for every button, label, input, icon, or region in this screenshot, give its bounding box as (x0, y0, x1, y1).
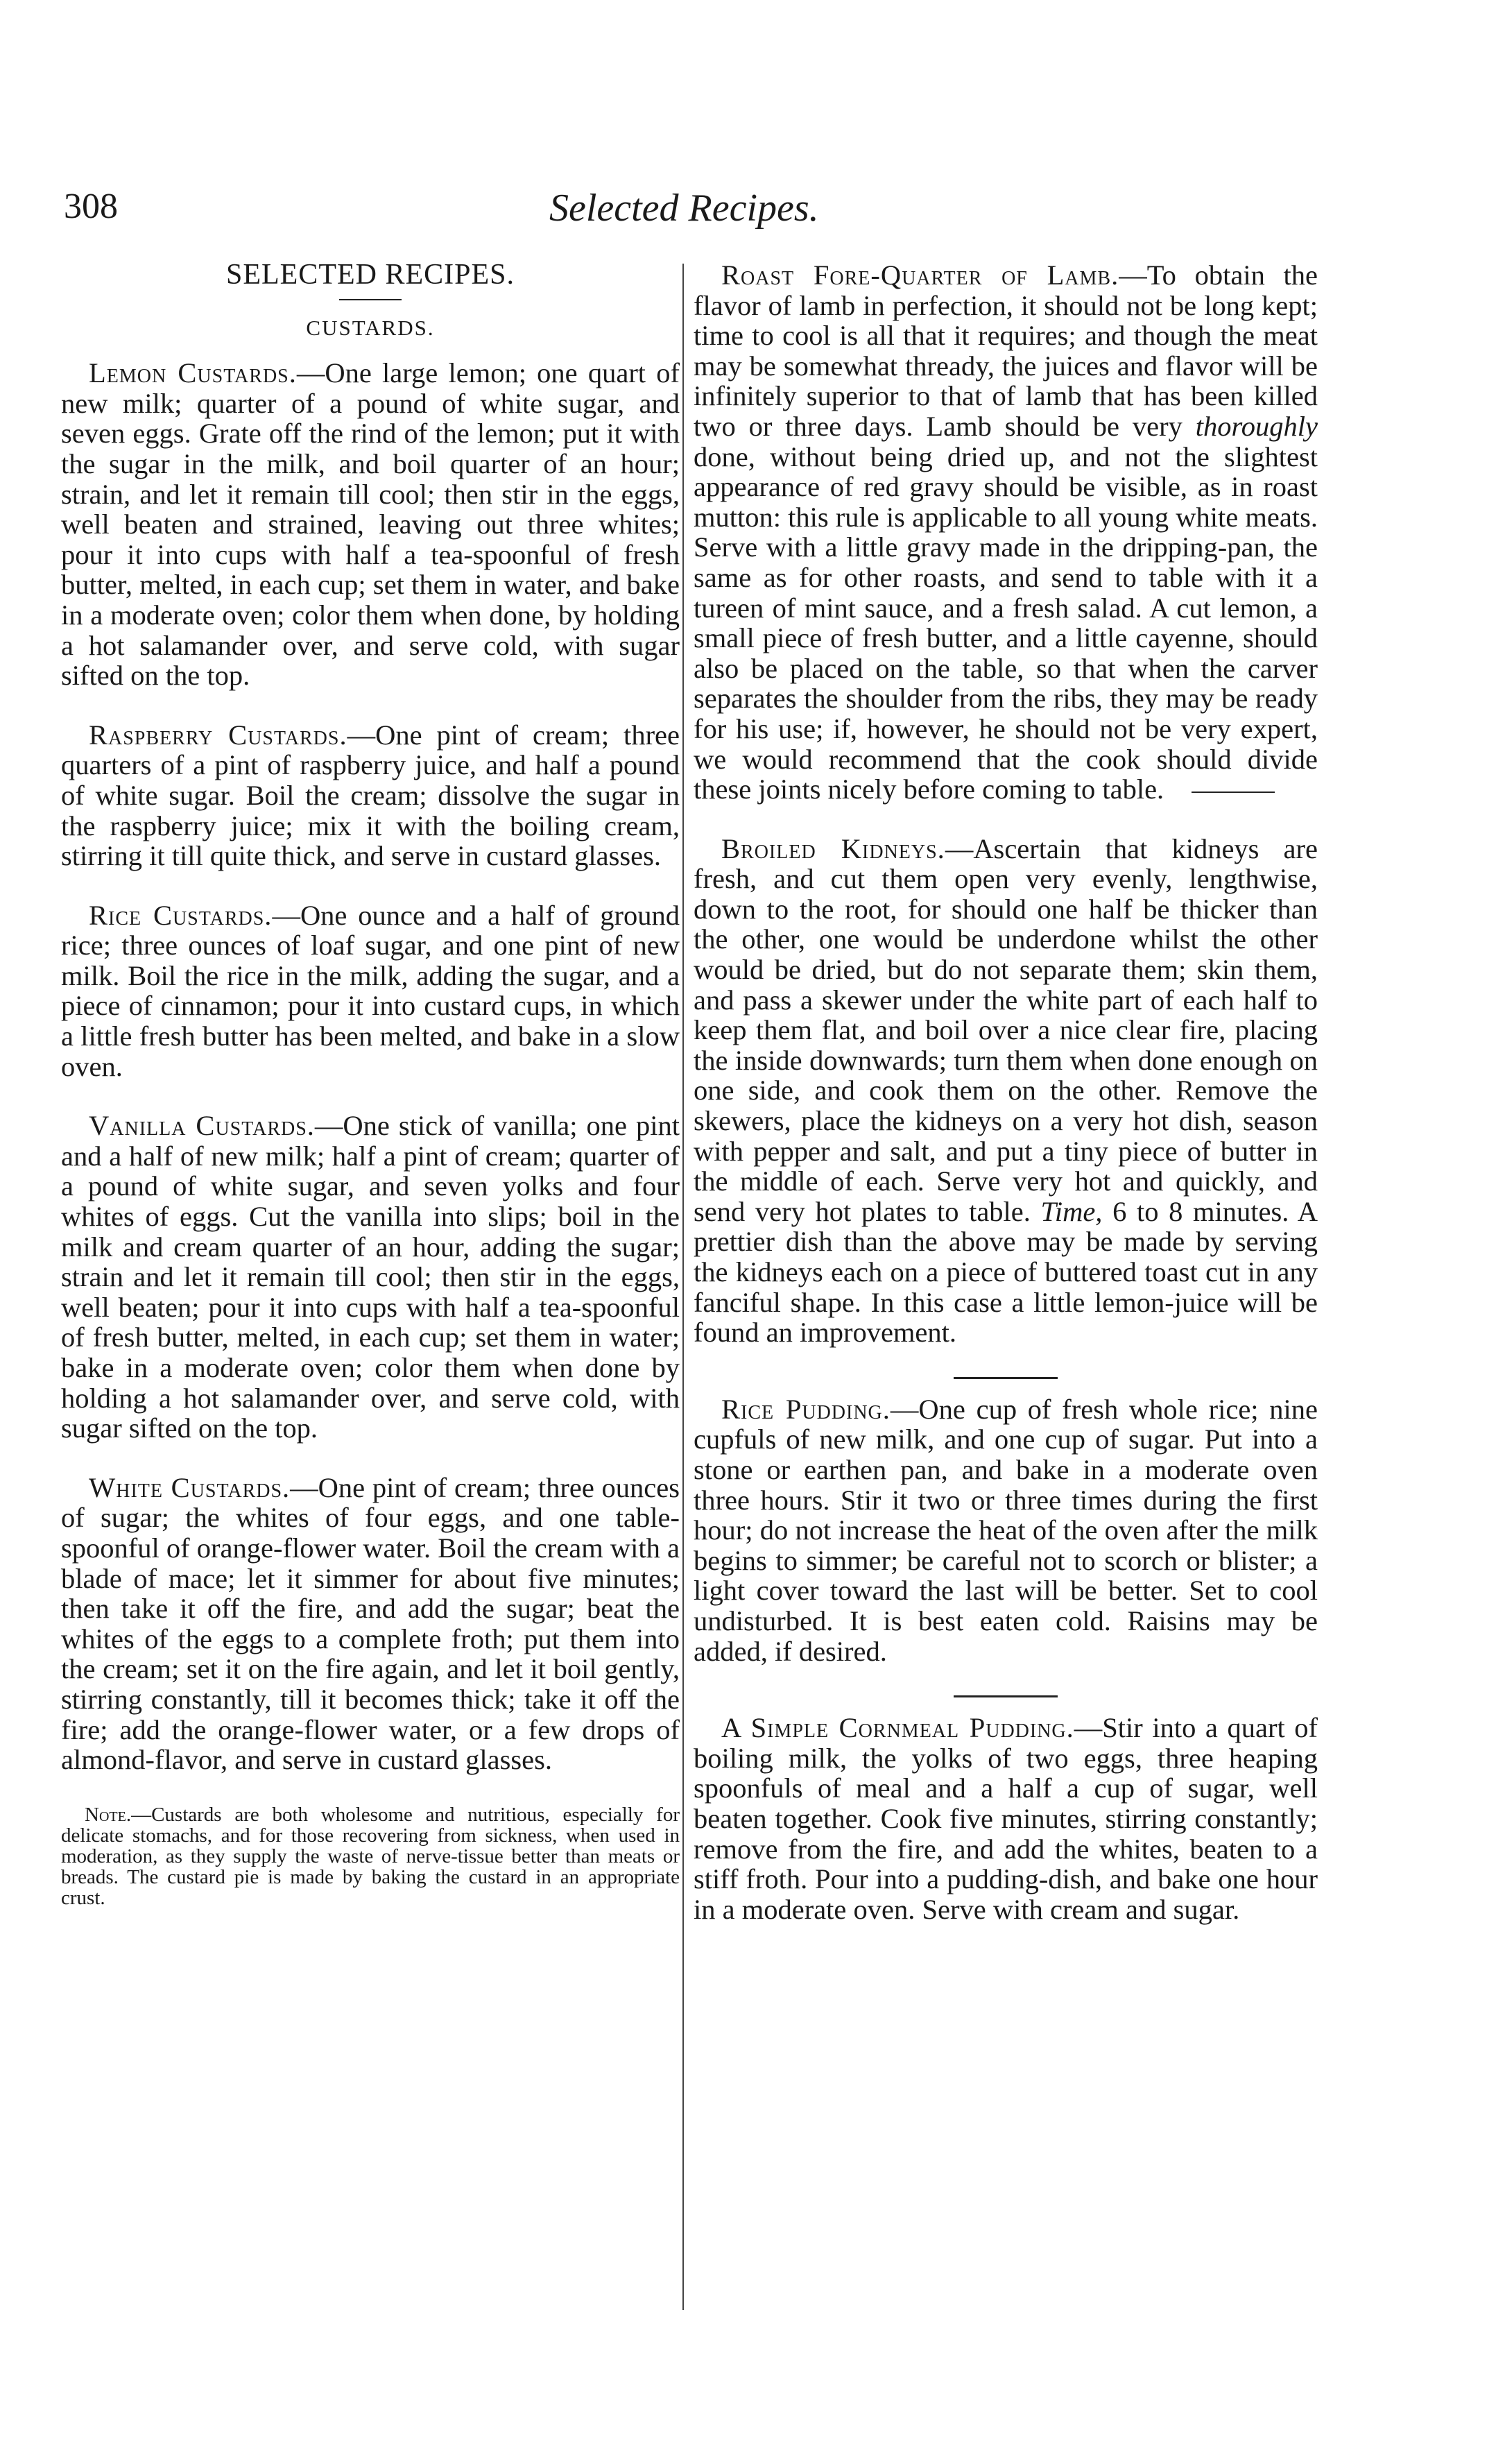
recipe-body: —One pint of cream; three ounces of sugar; the whites of four eggs, and one table-spoonful of orange-flower water. Boil the cream with a blade of mace; let it simmer for about five minutes; then take it off the fire, and add the sugar; beat the whites of the eggs to a complete froth; put them into the cream; set it on the fire again, and let it boil gently, stirring constantly, till it becomes thick; take it off the fire; add the orange-flower water, or a few drops of almond-flavor, and serve in custard glasses. (61, 1471, 680, 1776)
recipe-body: —One ounce and a half of ground rice; three ounces of loaf sugar, and one pint of new milk. Boil the rice in the milk, adding the sugar, and a piece of cinnamon; pour it into custard cups, in which a little fresh butter has been melted, and bake in a slow oven. (61, 899, 680, 1082)
note-body: —Custards are both wholesome and nutritious, especially for delicate stomachs, and for those recovering from sickness, when used in moderation, as they supply the waste of nerve-tissue better than meats or breads. The custard pie is made by baking the custard in an appropriate crust. (61, 1803, 680, 1909)
recipe-title: A Simple Cornmeal Pudding. (721, 1712, 1074, 1744)
recipe-body-continued: 6 to 8 minutes. A prettier dish than the above may be made by serving the kidneys each on a piece of buttered toast cut in any fanciful shape. In this case a little lemon-juice will be found an improvement. (694, 1195, 1318, 1349)
recipe-body: —One stick of vanilla; one pint and a half of new milk; half a pint of cream; quarter of a pound of white sugar, and seven yolks and four whites of eggs. Cut the vanilla into slips; boil in the milk and cream quarter of an hour, adding the sugar; strain and let it remain till cool; then stir in the eggs, well beaten; pour it into cups with half a tea-spoonful of fresh butter, melted, in each cup; set them in water; bake in a moderate oven; color them when done by holding a hot salamander over, and serve cold, with sugar sifted on the top. (61, 1110, 680, 1444)
section-rule (954, 1695, 1058, 1697)
section-title: SELECTED RECIPES. (225, 259, 515, 291)
recipe-raspberry-custards (61, 720, 680, 871)
note-label: Note. (85, 1803, 132, 1826)
recipe-body: —Stir into a quart of boiling milk, the yolks of two eggs, three heaping spoonfuls of meal and a half a cup of sugar, well beaten together. Cook five minutes, stirring constantly; remove from the fire, and add the whites, beaten to a stiff froth. Pour into a pudding-dish, and bake one hour in a moderate oven. Serve with cream and sugar. (694, 1712, 1318, 1925)
recipe-body: —Ascertain that kidneys are fresh, and cut them open very evenly, lengthwise, down to the root, for should one half be thicker than the other, one would be underdone whilst the other would be dried, but do not separate them; skin them, and pass a skewer under the white part of each half to keep them flat, and boil over a nice clear fire, placing the inside downwards; turn them when done enough on one side, and cook them on the other. Remove the skewers, place the kidneys on a very hot dish, season with pepper and salt, and put a tiny piece of butter in the middle of each. Serve very hot and quickly, and send very hot plates to table. (694, 832, 1318, 1227)
recipe-title: Rice Custards. (89, 899, 273, 931)
column-divider (682, 264, 684, 2310)
section-rule (954, 1377, 1058, 1379)
recipe-title: Roast Fore-Quarter of Lamb. (721, 259, 1119, 291)
emphasis-text: thoroughly (1195, 410, 1318, 442)
page-header (64, 186, 1312, 248)
recipe-body: —One cup of fresh whole rice; nine cupfuls of new milk, and one cup of sugar. Put into a stone or earthen pan, and bake in a moderate oven three hours. Stir it two or three times during the first hour; do not increase the heat of the oven after the milk begins to simmer; be careful not to scorch or blister; a light cover toward the last will be better. Set to cool undisturbed. It is best eaten cold. Raisins may be added, if desired. (694, 1393, 1318, 1667)
recipe-title: Lemon Custards. (89, 357, 297, 389)
running-title: Selected Recipes. (549, 187, 819, 230)
section-rule (1192, 792, 1275, 793)
emphasis-text: Time, (1040, 1195, 1103, 1227)
recipe-lemon-custards (61, 358, 680, 691)
custards-note (61, 1804, 680, 1908)
recipe-title: Vanilla Custards. (89, 1110, 315, 1142)
recipe-body: —One pint of cream; three quarters of a pint of raspberry juice, and half a pound of white sugar. Boil the cream; dissolve the sugar in the raspberry juice; mix it with the boiling cream, stirring it till quite thick, and serve in custard glasses. (61, 719, 680, 872)
custards-subheading: CUSTARDS. (306, 315, 435, 340)
right-column (694, 260, 1318, 1953)
recipe-title: White Custards. (89, 1471, 291, 1503)
recipe-white-custards (61, 1473, 680, 1775)
recipe-body: —To obtain the flavor of lamb in perfection, it should not be long kept; time to cool is all that it requires; and though the meat may be somewhat thready, the juices and flavor will be infinitely superior to that of lamb that has been killed two or three days. Lamb should be very (694, 259, 1318, 442)
recipe-body-continued: done, without being dried up, and not the slightest appearance of red gravy should be visible, as in roast mutton: this rule is applicable to all young white meats. Serve with a little gravy made in the dripping-pan, the same as for other roasts, and send to table with it a tureen of mint sauce, and a fresh salad. A cut lemon, a small piece of fresh butter, and a little cayenne, should also be placed on the table, so that when the carver separates the shoulder from the ribs, they may be ready for his use; if, however, he should not be very expert, we would recommend that the cook should divide these joints nicely before coming to table. (694, 440, 1318, 805)
recipe-roast-lamb (694, 260, 1318, 805)
recipe-title: Raspberry Custards. (89, 719, 347, 751)
recipe-rice-custards (61, 900, 680, 1082)
recipe-cornmeal-pudding (694, 1713, 1318, 1924)
recipe-body: —One large lemon; one quart of new milk; quarter of a pound of white sugar, and seven eggs. Grate off the rind of the lemon; put it with the sugar in the milk, and boil quarter of an hour; strain, and let it remain till cool; then stir in the eggs, well beaten and strained, leaving out three whites; pour it into cups with half a tea-spoonful of fresh butter, melted, in each cup; set them in water, and bake in a moderate oven; color them when done, by holding a hot salamander over, and serve cold, with sugar sifted on the top. (61, 357, 680, 692)
recipe-title: Rice Pudding. (721, 1393, 891, 1425)
left-column (61, 260, 680, 1928)
recipe-vanilla-custards (61, 1111, 680, 1444)
recipe-title: Broiled Kidneys. (721, 832, 945, 864)
recipe-rice-pudding (694, 1394, 1318, 1666)
page-number: 308 (64, 187, 118, 226)
title-rule (339, 299, 402, 300)
recipe-broiled-kidneys (694, 834, 1318, 1348)
